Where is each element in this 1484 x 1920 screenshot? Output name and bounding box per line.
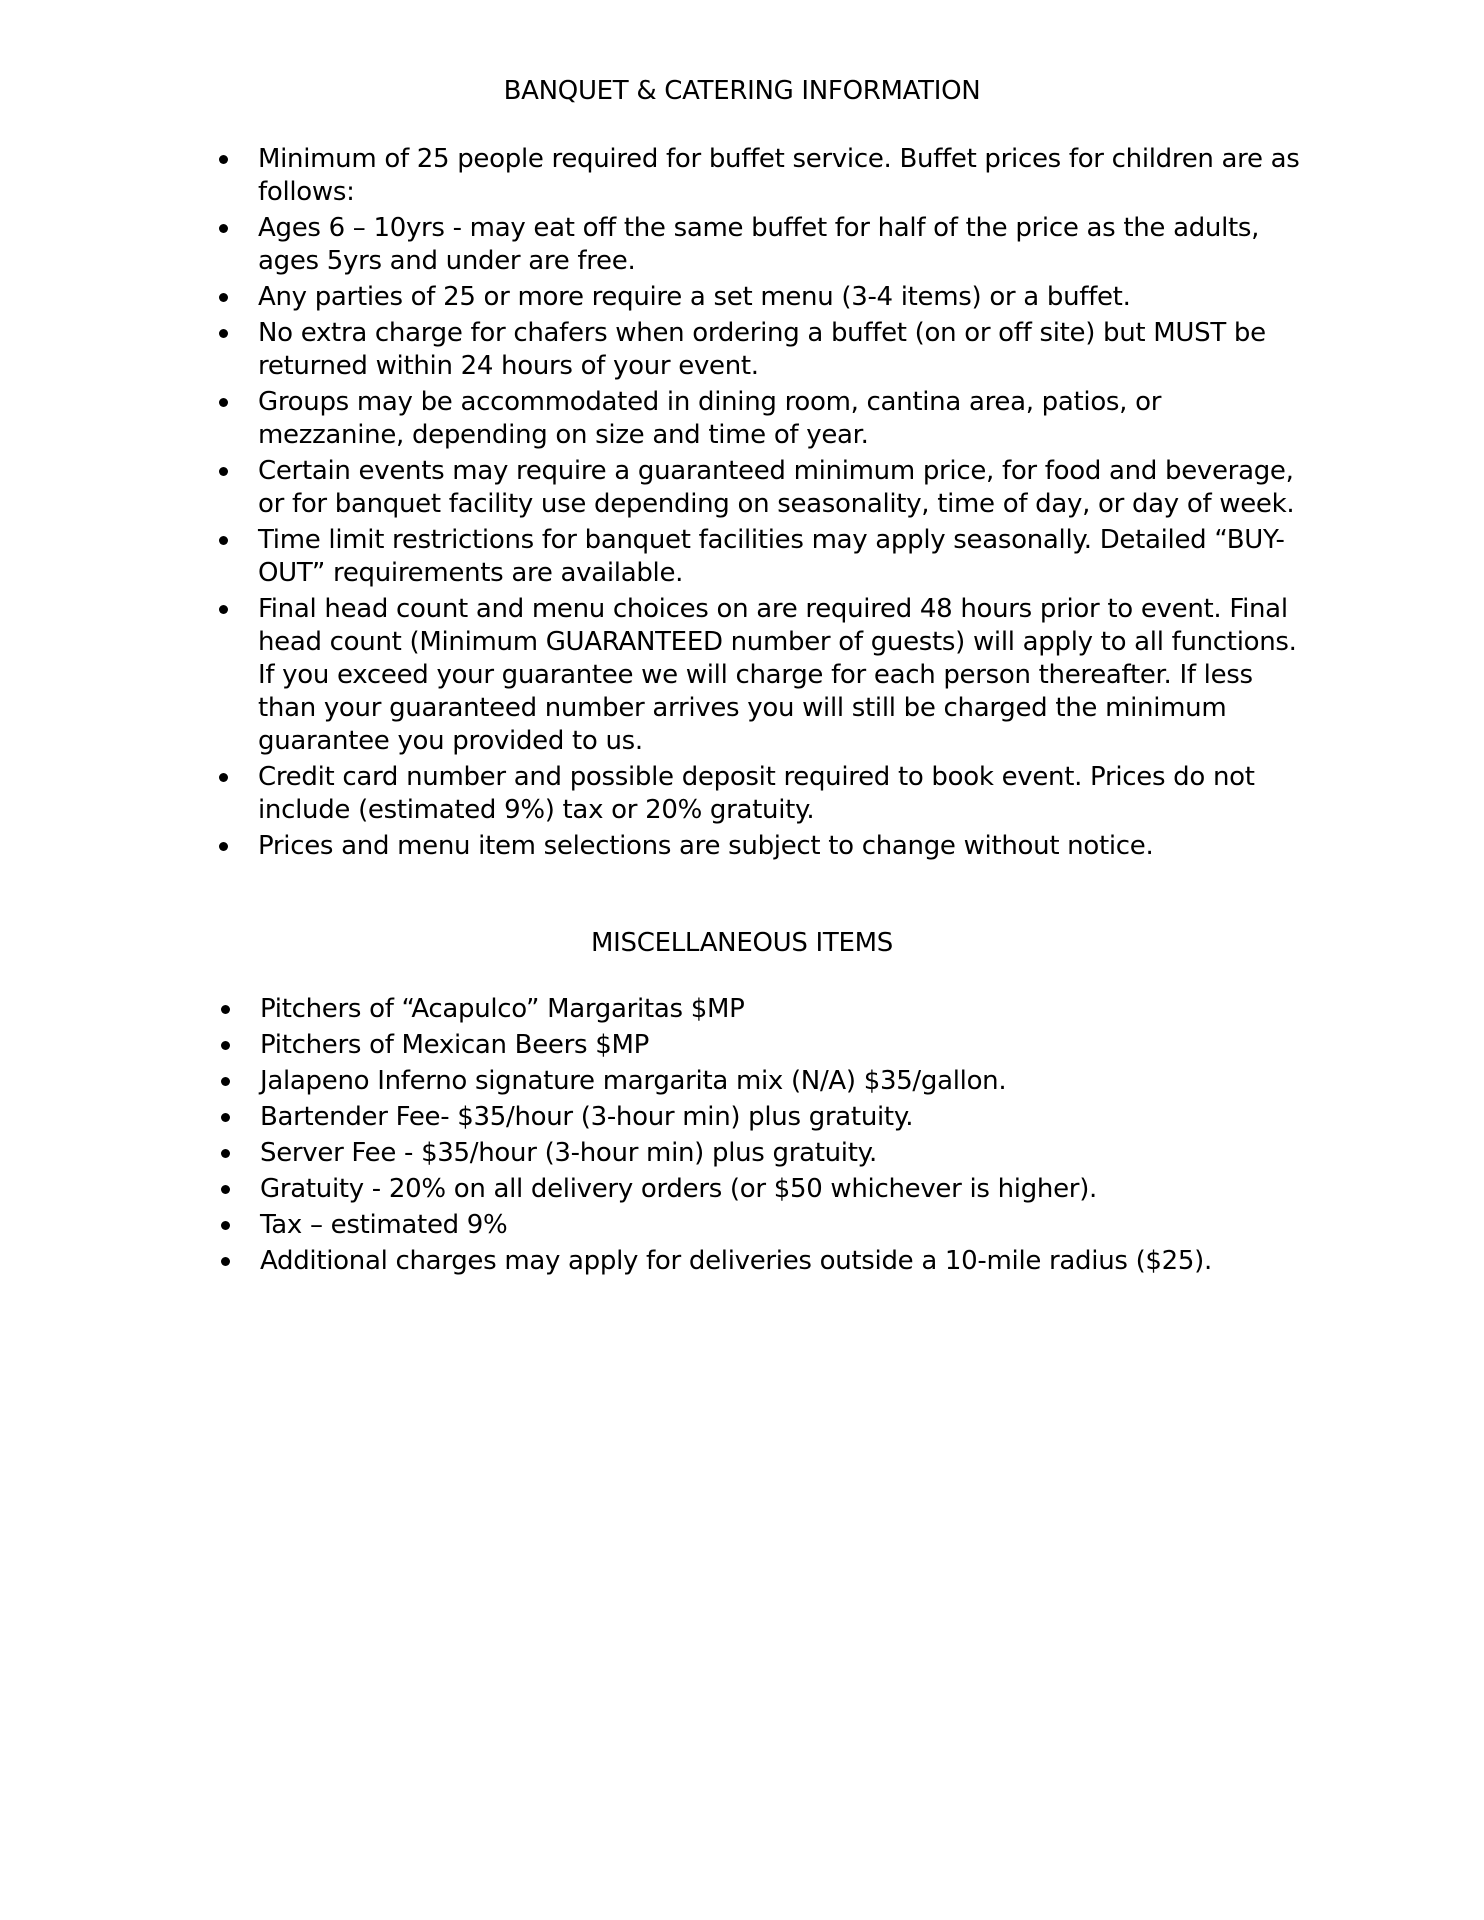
list-item-text: Any parties of 25 or more require a set menu (3-4 items) or a buffet. (258, 282, 1131, 312)
list-item (260, 1135, 1310, 1171)
list-item-text: No extra charge for chafers when ordering a buffet (on or off site) but MUST be returned within 24 hours of your event. (258, 318, 1266, 381)
bullet-icon (219, 536, 228, 545)
list-item-text: Tax – estimated 9% (260, 1210, 508, 1240)
bullet-icon (219, 293, 228, 302)
bullet-icon (219, 329, 228, 338)
list-item (258, 830, 1308, 863)
list-item (260, 1243, 1310, 1279)
bullet-icon (219, 155, 228, 164)
bullet-icon (221, 1077, 230, 1086)
list-item (258, 212, 1308, 278)
list-item (258, 143, 1308, 209)
list-item-text: Certain events may require a guaranteed minimum price, for food and beverage, or for banquet facility use depending on seasonality, time of day, or day of week. (258, 456, 1295, 519)
list-item (260, 1207, 1310, 1243)
bullet-icon (219, 224, 228, 233)
bullet-icon (221, 1113, 230, 1122)
list-item (258, 455, 1308, 521)
bullet-icon (219, 467, 228, 476)
bullet-icon (221, 1041, 230, 1050)
list-item (258, 386, 1308, 452)
list-item-text: Time limit restrictions for banquet facilities may apply seasonally. Detailed “BUY-OUT” requirements are available. (258, 525, 1285, 588)
list-item-text: Credit card number and possible deposit required to book event. Prices do not include (estimated 9%) tax or 20% gratuity. (258, 762, 1255, 825)
list-item-text: Bartender Fee- $35/hour (3-hour min) plus gratuity. (260, 1102, 914, 1132)
list-item-text: Pitchers of “Acapulco” Margaritas $MP (260, 994, 745, 1024)
list-item-text: Minimum of 25 people required for buffet service. Buffet prices for children are as follows: (258, 144, 1300, 207)
list-item (260, 1063, 1310, 1099)
bullet-icon (219, 773, 228, 782)
list-item (258, 761, 1308, 827)
misc-heading: MISCELLANEOUS ITEMS (591, 928, 893, 958)
list-item (260, 991, 1310, 1027)
list-item (260, 1171, 1310, 1207)
list-item-text: Additional charges may apply for deliveries outside a 10-mile radius ($25). (260, 1246, 1212, 1276)
list-item-text: Final head count and menu choices on are required 48 hours prior to event. Final head count (Minimum GUARANTEED number of guests) will apply to all functions. If you exceed your guarantee we will charge for each person thereafter. If less than your guaranteed number arrives you will still be charged the minimum guarantee you provided to us. (258, 594, 1297, 756)
list-item-text: Groups may be accommodated in dining room, cantina area, patios, or mezzanine, depending on size and time of year. (258, 387, 1162, 450)
list-item-text: Pitchers of Mexican Beers $MP (260, 1030, 649, 1060)
list-item-text: Prices and menu item selections are subject to change without notice. (258, 831, 1154, 861)
bullet-icon (221, 1005, 230, 1014)
list-item-text: Ages 6 – 10yrs - may eat off the same buffet for half of the price as the adults, ages 5yrs and under are free. (258, 213, 1260, 276)
list-item (258, 593, 1308, 758)
list-item (258, 317, 1308, 383)
list-item-text: Gratuity - 20% on all delivery orders (or $50 whichever is higher). (260, 1174, 1097, 1204)
bullet-icon (221, 1221, 230, 1230)
list-item (260, 1027, 1310, 1063)
list-item (258, 281, 1308, 314)
bullet-icon (221, 1185, 230, 1194)
bullet-icon (219, 605, 228, 614)
list-item (260, 1099, 1310, 1135)
bullet-icon (219, 842, 228, 851)
list-item-text: Server Fee - $35/hour (3-hour min) plus gratuity. (260, 1138, 877, 1168)
banquet-list (258, 143, 1308, 866)
bullet-icon (221, 1257, 230, 1266)
bullet-icon (219, 398, 228, 407)
list-item-text: Jalapeno Inferno signature margarita mix (N/A) $35/gallon. (260, 1066, 1007, 1096)
misc-list (260, 991, 1310, 1279)
banquet-heading: BANQUET & CATERING INFORMATION (503, 76, 981, 106)
bullet-icon (221, 1149, 230, 1158)
list-item (258, 524, 1308, 590)
